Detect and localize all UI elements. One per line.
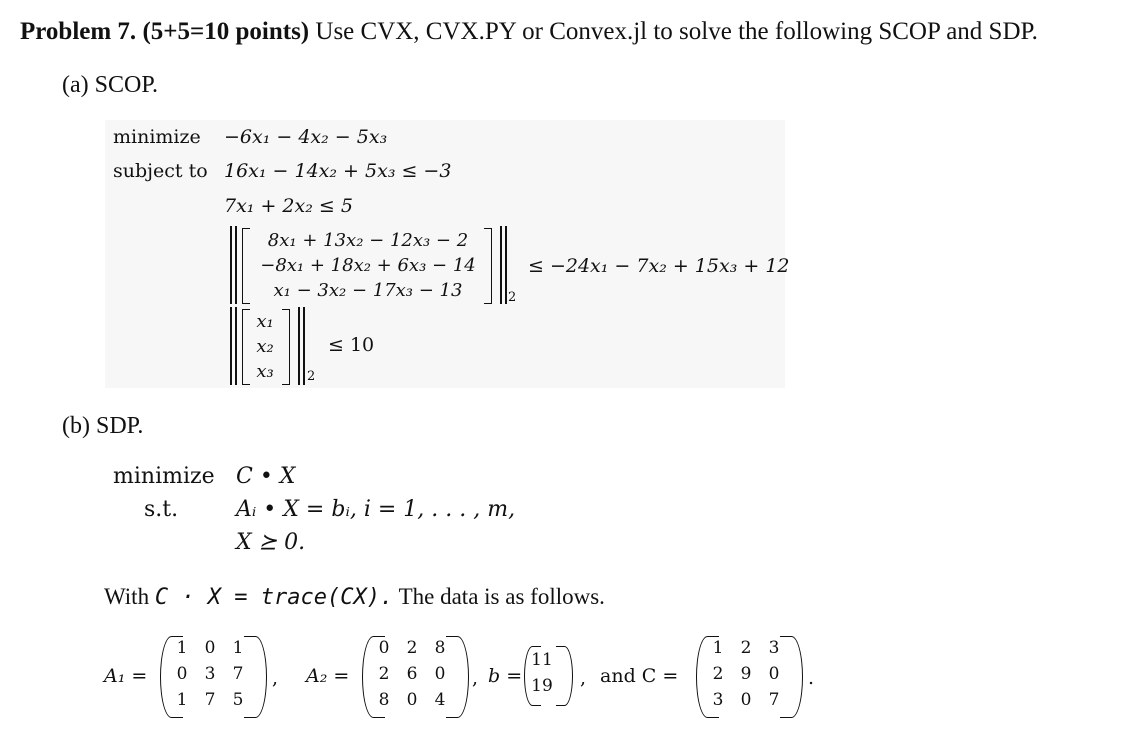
norm-left-bar-inner <box>235 307 237 385</box>
matrix-cell: 3 <box>768 638 780 658</box>
norm-left-bar-outer <box>230 226 232 304</box>
scop-minimize-keyword: minimize <box>113 126 201 148</box>
norm-left-bar-inner <box>235 226 237 304</box>
matrix-cell: 0 <box>406 690 418 710</box>
comma: , <box>272 667 279 689</box>
norm-right-bar-inner <box>298 307 300 385</box>
norm-right-bar-outer <box>303 307 305 385</box>
matrix-cell: 0 <box>204 638 216 658</box>
soc2-row-3: x₃ <box>256 361 274 382</box>
problem-title <box>20 18 1038 46</box>
matrix-cell: 2 <box>712 664 724 684</box>
matrix-cell: 8 <box>378 690 390 710</box>
sdp-constraint-2: X ⪰ 0. <box>236 530 306 555</box>
matrix-cell: 2 <box>406 638 418 658</box>
matrix-cell: 5 <box>232 690 244 710</box>
sdp-st-keyword: s.t. <box>144 497 179 522</box>
soc1-row-1: 8x₁ + 13x₂ − 12x₃ − 2 <box>267 230 469 251</box>
matrix-cell: 3 <box>712 690 724 710</box>
matrix-cell: 2 <box>740 638 752 658</box>
vector-cell: 19 <box>531 676 553 696</box>
matrix-cell: 0 <box>434 664 446 684</box>
soc1-rhs: ≤ −24x₁ − 7x₂ + 15x₃ + 12 <box>528 255 790 277</box>
norm-left-bar-outer <box>230 307 232 385</box>
matrix-cell: 1 <box>176 690 188 710</box>
a2-label: A₂ = <box>306 665 350 687</box>
a1-label: A₁ = <box>104 665 148 687</box>
matrix-cell: 0 <box>740 690 752 710</box>
soc1-row-2: −8x₁ + 18x₂ + 6x₃ − 14 <box>260 255 476 276</box>
matrix-cell: 0 <box>378 638 390 658</box>
matrix-cell: 7 <box>768 690 780 710</box>
sdp-constraint-1: Aᵢ • X = bᵢ, i = 1, . . . , m, <box>236 497 516 522</box>
right-paren <box>780 636 803 718</box>
problem-points: (5+5=10 points) <box>142 18 310 45</box>
period: . <box>808 667 815 689</box>
matrix-cell: 1 <box>232 638 244 658</box>
matrix-cell: 7 <box>232 664 244 684</box>
right-bracket <box>282 309 290 385</box>
matrix-cell: 3 <box>204 664 216 684</box>
comma: , <box>472 667 479 689</box>
matrix-cell: 0 <box>768 664 780 684</box>
c-label: and C = <box>600 665 679 687</box>
left-bracket <box>242 228 250 304</box>
problem-heading: Problem 7. <box>20 18 137 45</box>
with-expression: C · X = trace(CX). <box>154 585 394 610</box>
scop-objective: −6x₁ − 4x₂ − 5x₃ <box>224 126 388 148</box>
with-prefix: With <box>104 584 150 609</box>
soc1-row-3: x₁ − 3x₂ − 17x₃ − 13 <box>273 280 463 301</box>
right-paren <box>556 646 573 706</box>
problem-instruction: Use CVX, CVX.PY or Convex.jl to solve the following SCOP and SDP. <box>315 18 1038 45</box>
norm-right-bar-outer <box>505 226 507 304</box>
soc2-rhs: ≤ 10 <box>328 334 375 356</box>
norm-subscript: 2 <box>508 290 517 305</box>
matrix-cell: 7 <box>204 690 216 710</box>
soc2-row-2: x₂ <box>256 336 274 357</box>
scop-subject-to-keyword: subject to <box>113 160 208 182</box>
matrix-cell: 6 <box>406 664 418 684</box>
sdp-minimize-keyword: minimize <box>113 464 215 489</box>
sdp-objective: C • X <box>236 464 296 489</box>
part-a-label: (a) SCOP. <box>62 72 159 98</box>
matrix-cell: 1 <box>712 638 724 658</box>
norm-right-bar-inner <box>500 226 502 304</box>
b-label: b = <box>488 665 523 687</box>
left-bracket <box>242 309 250 385</box>
soc2-row-1: x₁ <box>256 311 274 332</box>
scop-constraint-2: 7x₁ + 2x₂ ≤ 5 <box>224 195 353 217</box>
with-sentence <box>104 584 605 610</box>
right-bracket <box>484 228 492 304</box>
part-b-label: (b) SDP. <box>62 413 144 439</box>
scop-constraint-1: 16x₁ − 14x₂ + 5x₃ ≤ −3 <box>224 160 452 182</box>
comma: , <box>580 667 587 689</box>
matrix-cell: 1 <box>176 638 188 658</box>
matrix-cell: 8 <box>434 638 446 658</box>
norm-subscript: 2 <box>307 369 316 384</box>
with-suffix: The data is as follows. <box>398 584 605 609</box>
matrix-cell: 4 <box>434 690 446 710</box>
matrix-cell: 2 <box>378 664 390 684</box>
matrix-cell: 9 <box>740 664 752 684</box>
matrix-cell: 0 <box>176 664 188 684</box>
right-paren <box>446 636 469 718</box>
right-paren <box>244 636 267 718</box>
vector-cell: 11 <box>531 650 553 670</box>
